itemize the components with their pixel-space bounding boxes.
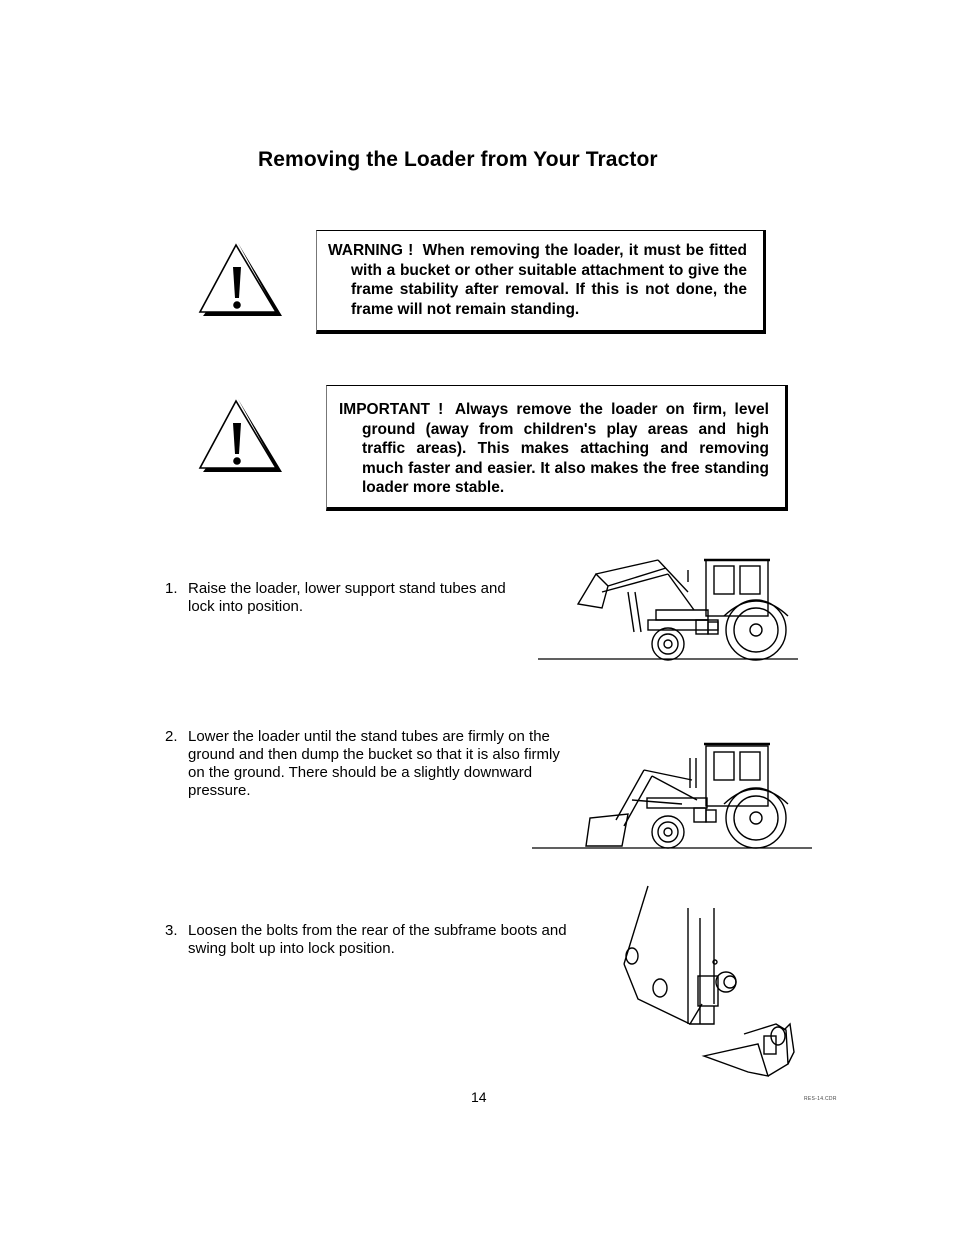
step-line: pressure. xyxy=(188,782,251,799)
step-line: Loosen the bolts from the rear of the subframe boots and xyxy=(188,922,567,939)
step-line: ground and then dump the bucket so that it is also firmly xyxy=(188,746,560,763)
step-number: 3. xyxy=(165,922,178,939)
important-label: IMPORTANT ! xyxy=(339,401,444,418)
warning-label: WARNING ! xyxy=(328,242,414,259)
step-line: swing bolt up into lock position. xyxy=(188,940,395,957)
important-text xyxy=(339,400,769,498)
warning-box xyxy=(316,230,766,334)
tractor-loader-raised-illustration xyxy=(538,552,800,664)
warning-triangle-icon xyxy=(196,240,286,320)
step-text xyxy=(188,922,567,958)
step-line: Raise the loader, lower support stand tubes and xyxy=(188,580,506,597)
subframe-boot-bolt-illustration xyxy=(618,884,810,1080)
step-text xyxy=(188,728,560,800)
step-line: lock into position. xyxy=(188,598,304,615)
step-line: Lower the loader until the stand tubes are firmly on the xyxy=(188,728,550,745)
warning-triangle-icon xyxy=(196,396,286,476)
important-box xyxy=(326,385,788,511)
page-number: 14 xyxy=(471,1089,487,1105)
step-text xyxy=(188,580,506,616)
step-number: 2. xyxy=(165,728,178,745)
important-body: Always remove the loader on firm, level ground (away from children's play areas and high traffic areas). This makes attaching and removing much faster and easier. It also makes the free standing loader more stable. xyxy=(362,401,769,496)
page-title: Removing the Loader from Your Tractor xyxy=(258,148,658,171)
step-number: 1. xyxy=(165,580,178,597)
warning-text xyxy=(328,241,747,319)
tractor-loader-lowered-illustration xyxy=(532,740,814,852)
step-line: on the ground. There should be a slightly downward xyxy=(188,764,533,781)
warning-body: When removing the loader, it must be fitted with a bucket or other suitable attachment to give the frame stability after removal. If this is not done, the frame will not remain standing. xyxy=(351,242,747,318)
file-reference: RES-14.CDR xyxy=(804,1096,837,1102)
